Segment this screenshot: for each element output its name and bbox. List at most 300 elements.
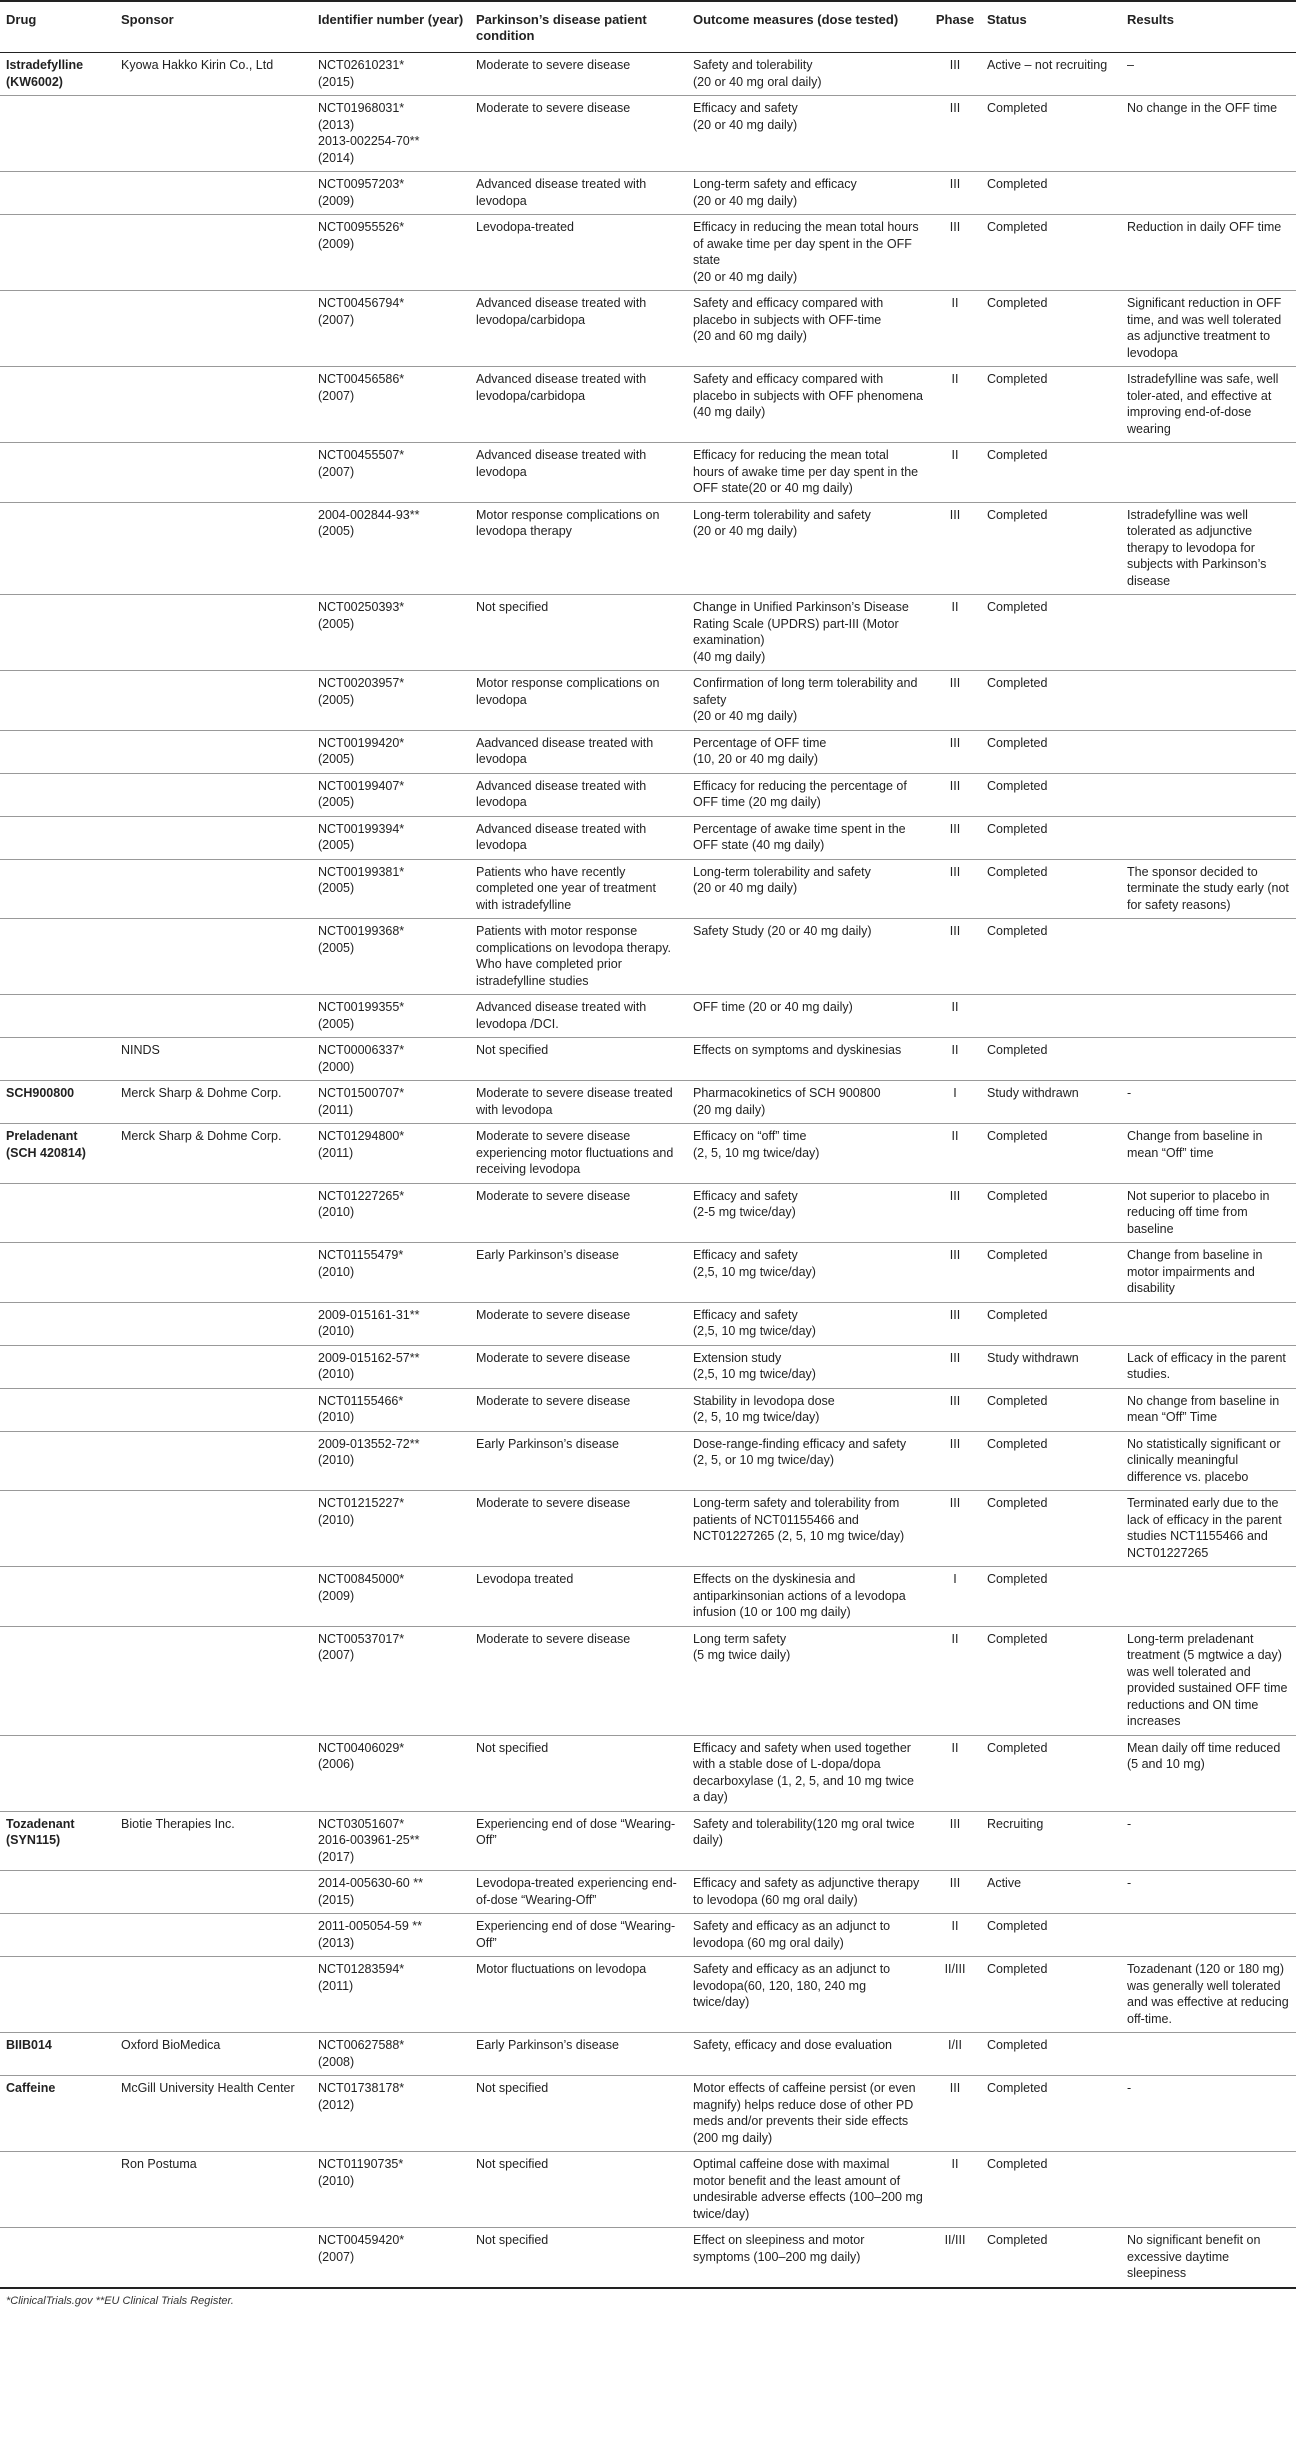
cell-condition-text: Experiencing end of dose “Wearing-Off” [476,1816,676,1847]
cell-outcome [687,443,929,503]
cell-identifier [312,816,470,859]
cell-outcome [687,671,929,731]
cell-identifier [312,1243,470,1303]
cell-results-text: Not superior to placebo in reducing off time from baseline [1127,1188,1270,1236]
cell-phase-text: I [953,1086,957,1100]
cell-condition [470,1735,687,1811]
cell-status-text: Completed [987,296,1048,310]
cell-status-text: Completed [987,2081,1048,2095]
cell-phase-text: III [949,1350,961,1365]
table-row [0,995,1296,1038]
cell-condition [470,671,687,731]
cell-sponsor-text: Biotie Therapies Inc. [121,1816,235,1831]
cell-phase-text: I/II [948,2038,962,2052]
header-sponsor: Sponsor [115,1,312,53]
cell-outcome-text: Long-term tolerability and safety (20 or 40 mg daily) [693,864,871,895]
cell-sponsor [115,919,312,995]
cell-status [981,367,1121,443]
cell-status [981,1914,1121,1957]
cell-identifier-text: NCT00406029* (2006) [318,1740,405,1771]
cell-drug-text: Preladenant (SCH 420814) [6,1129,86,1160]
cell-status-text: Completed [987,177,1048,191]
cell-status-text: Completed [987,2038,1048,2052]
cell-identifier-text: NCT00250393* (2005) [318,600,405,631]
cell-phase-text: III [949,924,961,938]
cell-results [1121,1567,1296,1627]
cell-status-text: Completed [987,2157,1048,2171]
table-row [0,671,1296,731]
cell-sponsor [115,1491,312,1567]
cell-condition [470,995,687,1038]
cell-drug [0,1183,115,1243]
cell-sponsor [115,96,312,172]
cell-results [1121,291,1296,367]
cell-drug [0,1124,115,1184]
cell-results [1121,1345,1296,1388]
cell-identifier [312,1735,470,1811]
cell-status [981,1811,1121,1871]
cell-drug [0,1243,115,1303]
cell-condition [470,1038,687,1081]
cell-phase-text: III [949,1496,961,1510]
cell-sponsor-text: Ron Postuma [121,2157,197,2171]
cell-outcome [687,1388,929,1431]
cell-condition-text: Advanced disease treated with levodopa [476,177,647,208]
cell-outcome [687,919,929,995]
cell-identifier [312,215,470,291]
cell-results-text: Terminated early due to the lack of efficacy in the parent studies NCT1155466 and NCT01227265 [1127,1496,1282,1560]
cell-drug [0,2228,115,2288]
cell-outcome-text: Efficacy and safety (2-5 mg twice/day) [693,1188,798,1219]
cell-results [1121,443,1296,503]
cell-condition-text: Patients with motor response complications on levodopa therapy. Who have completed prior istradefylline studies [476,924,672,988]
cell-identifier [312,2076,470,2152]
cell-phase-text: III [949,1436,961,1451]
cell-outcome-text: Long-term safety and tolerability from patients of NCT01155466 and NCT01227265 (2, 5, 10 mg twice/day) [693,1496,905,1543]
cell-outcome-text: Long term safety (5 mg twice daily) [693,1631,791,1662]
cell-sponsor [115,502,312,595]
cell-outcome [687,2033,929,2076]
cell-phase-text: III [949,676,961,690]
cell-identifier-text: NCT01968031* (2013) 2013-002254-70** (2014) [318,101,420,165]
cell-status [981,1345,1121,1388]
cell-phase [929,2033,981,2076]
cell-phase-text: III [949,778,961,793]
cell-condition [470,53,687,96]
cell-status [981,1302,1121,1345]
cell-identifier [312,1626,470,1735]
cell-status-text: Completed [987,101,1048,115]
cell-condition [470,1957,687,2033]
cell-outcome [687,1038,929,1081]
cell-identifier-text: NCT00537017* (2007) [318,1631,405,1662]
cell-phase [929,773,981,816]
cell-drug-text: Istradefylline (KW6002) [6,58,84,89]
cell-condition-text: Moderate to severe disease [476,1393,631,1408]
cell-phase [929,2228,981,2288]
cell-drug [0,1735,115,1811]
cell-condition-text: Advanced disease treated with levodopa [476,778,647,809]
cell-phase [929,671,981,731]
cell-identifier-text: NCT00455507* (2007) [318,448,405,479]
cell-condition-text: Motor response complications on levodopa therapy [476,507,660,538]
table-body [0,53,1296,2288]
cell-drug [0,367,115,443]
cell-phase-text: III [949,101,961,115]
cell-sponsor [115,172,312,215]
cell-identifier-text: 2009-015161-31** (2010) [318,1307,420,1338]
cell-sponsor [115,1957,312,2033]
cell-drug [0,1038,115,1081]
cell-results-text: - [1127,1086,1132,1100]
cell-sponsor [115,1124,312,1184]
cell-sponsor [115,1431,312,1491]
cell-outcome [687,730,929,773]
cell-identifier [312,291,470,367]
cell-condition [470,595,687,671]
cell-outcome [687,1871,929,1914]
cell-phase [929,1243,981,1303]
table-row [0,2152,1296,2228]
header-outcome: Outcome measures (dose tested) [687,1,929,53]
cell-phase-text: III [949,1876,961,1890]
cell-drug [0,1871,115,1914]
cell-results [1121,816,1296,859]
cell-phase [929,172,981,215]
cell-phase [929,1914,981,1957]
cell-identifier [312,1345,470,1388]
cell-status [981,1626,1121,1735]
cell-results [1121,1038,1296,1081]
cell-outcome [687,1957,929,2033]
cell-condition [470,2152,687,2228]
cell-identifier [312,2152,470,2228]
cell-condition [470,1243,687,1303]
table-row [0,730,1296,773]
cell-outcome [687,1081,929,1124]
cell-results-text: Change from baseline in motor impairments and disability [1127,1248,1263,1295]
cell-status [981,2228,1121,2288]
cell-drug [0,995,115,1038]
cell-condition-text: Levodopa-treated experiencing end-of-dose “Wearing-Off” [476,1876,677,1907]
cell-status-text: Completed [987,1307,1048,1322]
cell-drug [0,2152,115,2228]
cell-condition-text: Motor response complications on levodopa [476,676,660,707]
table-footnote: *ClinicalTrials.gov **EU Clinical Trials Register. [6,2295,234,2307]
cell-outcome-text: Stability in levodopa dose (2, 5, 10 mg twice/day) [693,1393,835,1424]
cell-results [1121,1388,1296,1431]
cell-results [1121,1811,1296,1871]
cell-condition [470,367,687,443]
cell-sponsor [115,215,312,291]
cell-condition [470,2076,687,2152]
table-row [0,595,1296,671]
table-row [0,96,1296,172]
cell-condition-text: Patients who have recently completed one year of treatment with istradefylline [476,864,656,912]
table-row [0,53,1296,96]
cell-phase [929,995,981,1038]
cell-phase [929,919,981,995]
cell-outcome [687,2076,929,2152]
cell-results-text: No significant benefit on excessive daytime sleepiness [1127,2233,1261,2280]
cell-outcome [687,1124,929,1184]
cell-outcome [687,53,929,96]
cell-identifier [312,443,470,503]
cell-status-text: Completed [987,372,1048,386]
cell-results [1121,1431,1296,1491]
cell-outcome-text: Safety and efficacy as an adjunct to levodopa (60 mg oral daily) [693,1919,891,1950]
cell-outcome [687,1491,929,1567]
header-phase: Phase [929,1,981,53]
cell-sponsor [115,1345,312,1388]
cell-drug [0,172,115,215]
cell-results-text: Lack of efficacy in the parent studies. [1127,1350,1286,1381]
cell-status [981,291,1121,367]
table-row [0,1038,1296,1081]
cell-phase [929,2076,981,2152]
cell-phase [929,53,981,96]
cell-sponsor [115,2076,312,2152]
cell-phase [929,1871,981,1914]
cell-identifier-text: NCT00456794* (2007) [318,296,405,327]
cell-outcome-text: Effects on symptoms and dyskinesias [693,1043,902,1057]
cell-outcome [687,816,929,859]
cell-sponsor [115,1914,312,1957]
cell-condition-text: Aadvanced disease treated with levodopa [476,735,654,766]
cell-condition [470,2228,687,2288]
table-header [0,1,1296,53]
cell-phase [929,1567,981,1627]
cell-status-text: Active – not recruiting [987,58,1108,72]
cell-status [981,443,1121,503]
cell-condition [470,730,687,773]
cell-phase-text: III [949,821,961,836]
cell-sponsor [115,367,312,443]
cell-outcome-text: Efficacy and safety (2,5, 10 mg twice/day) [693,1307,816,1338]
cell-status-text: Completed [987,507,1048,522]
cell-phase [929,367,981,443]
cell-results-text: - [1127,1876,1132,1890]
cell-results [1121,2228,1296,2288]
cell-results [1121,1243,1296,1303]
cell-status-text: Completed [987,1631,1048,1646]
cell-outcome-text: Effect on sleepiness and motor symptoms (100–200 mg daily) [693,2233,865,2264]
cell-condition [470,172,687,215]
cell-status-text: Completed [987,924,1048,938]
cell-identifier-text: NCT01294800* (2011) [318,1129,405,1160]
cell-condition [470,1081,687,1124]
cell-status-text: Completed [987,1129,1048,1143]
table-row [0,367,1296,443]
cell-condition [470,502,687,595]
cell-condition [470,215,687,291]
cell-status [981,1957,1121,2033]
cell-outcome-text: Safety and efficacy as an adjunct to levodopa(60, 120, 180, 240 mg twice/day) [693,1962,891,2009]
cell-phase-text: II [951,600,959,614]
cell-results [1121,2076,1296,2152]
cell-phase [929,1038,981,1081]
cell-phase-text: II [951,1740,959,1755]
cell-drug [0,2076,115,2152]
cell-sponsor [115,1302,312,1345]
cell-outcome [687,172,929,215]
cell-status-text: Completed [987,1496,1048,1510]
cell-status-text: Completed [987,1436,1048,1451]
cell-identifier [312,995,470,1038]
cell-identifier [312,859,470,919]
cell-sponsor-text: Merck Sharp & Dohme Corp. [121,1086,282,1100]
cell-phase-text: III [949,1248,961,1262]
cell-results-text: Tozadenant (120 or 180 mg) was generally well tolerated and was effective at reducing off-time. [1127,1962,1289,2026]
cell-outcome [687,2228,929,2288]
cell-status-text: Completed [987,1572,1048,1586]
cell-identifier [312,1081,470,1124]
cell-sponsor [115,859,312,919]
header-status: Status [981,1,1121,53]
table-row [0,816,1296,859]
header-results: Results [1121,1,1296,53]
table-row [0,1345,1296,1388]
cell-sponsor [115,730,312,773]
cell-drug-text: SCH900800 [6,1086,75,1100]
cell-sponsor [115,1183,312,1243]
table-row [0,1811,1296,1871]
cell-phase [929,1431,981,1491]
cell-status-text: Completed [987,676,1048,690]
cell-phase [929,1124,981,1184]
cell-status [981,1081,1121,1124]
cell-status-text: Completed [987,600,1048,614]
cell-condition [470,1183,687,1243]
cell-phase-text: III [949,1188,961,1203]
cell-outcome-text: Efficacy and safety (20 or 40 mg daily) [693,101,798,132]
cell-sponsor [115,1038,312,1081]
cell-results [1121,2033,1296,2076]
cell-status-text: Completed [987,2233,1048,2247]
cell-phase [929,1626,981,1735]
cell-status [981,2152,1121,2228]
cell-condition [470,1345,687,1388]
table-row [0,1388,1296,1431]
cell-drug [0,1302,115,1345]
cell-results [1121,172,1296,215]
cell-condition-text: Moderate to severe disease [476,1350,631,1365]
cell-phase [929,1811,981,1871]
cell-condition-text: Not specified [476,600,549,614]
cell-outcome [687,773,929,816]
cell-condition-text: Moderate to severe disease treated with levodopa [476,1086,673,1117]
cell-identifier-text: NCT00199381* (2005) [318,864,405,895]
cell-outcome-text: Percentage of awake time spent in the OFF state (40 mg daily) [693,821,906,852]
cell-status [981,1183,1121,1243]
table-row [0,215,1296,291]
cell-identifier [312,502,470,595]
cell-phase-text: II [951,1043,959,1057]
cell-phase [929,816,981,859]
cell-results [1121,367,1296,443]
cell-status-text: Completed [987,735,1048,750]
cell-identifier-text: NCT00456586* (2007) [318,372,405,403]
cell-outcome [687,595,929,671]
cell-identifier-text: NCT01500707* (2011) [318,1086,405,1117]
cell-condition-text: Moderate to severe disease [476,58,631,72]
cell-results [1121,671,1296,731]
cell-status-text: Completed [987,864,1048,879]
cell-sponsor [115,995,312,1038]
cell-identifier [312,1491,470,1567]
cell-identifier [312,172,470,215]
cell-status-text: Completed [987,1919,1048,1933]
cell-drug [0,96,115,172]
cell-drug [0,816,115,859]
cell-drug [0,671,115,731]
cell-outcome-text: Safety and efficacy compared with placebo in subjects with OFF phenomena (40 mg daily) [693,372,923,419]
cell-outcome-text: Pharmacokinetics of SCH 900800 (20 mg daily) [693,1086,881,1117]
cell-condition [470,96,687,172]
table-row [0,1491,1296,1567]
cell-condition-text: Moderate to severe disease [476,1188,631,1203]
cell-drug-text: Caffeine [6,2081,56,2095]
cell-outcome-text: Long-term safety and efficacy (20 or 40 mg daily) [693,177,857,208]
cell-phase [929,2152,981,2228]
cell-status [981,2033,1121,2076]
cell-drug [0,1081,115,1124]
cell-condition-text: Experiencing end of dose “Wearing-Off” [476,1919,676,1950]
cell-identifier [312,1914,470,1957]
cell-drug [0,443,115,503]
cell-identifier [312,730,470,773]
table-row [0,859,1296,919]
cell-drug [0,2033,115,2076]
cell-sponsor-text: Kyowa Hakko Kirin Co., Ltd [121,58,274,72]
cell-status [981,1124,1121,1184]
cell-phase [929,1388,981,1431]
cell-condition-text: Moderate to severe disease [476,1496,631,1510]
cell-condition [470,816,687,859]
cell-identifier-text: 2011-005054-59 ** (2013) [318,1919,423,1950]
cell-sponsor [115,1735,312,1811]
cell-phase [929,730,981,773]
cell-identifier-text: NCT01155466* (2010) [318,1393,404,1424]
cell-condition [470,1811,687,1871]
cell-phase-text: II/III [944,2233,966,2247]
cell-drug [0,1388,115,1431]
cell-identifier-text: NCT00199355* (2005) [318,1000,405,1031]
cell-condition-text: Moderate to severe disease experiencing motor fluctuations and receiving levodopa [476,1129,674,1176]
cell-condition-text: Not specified [476,2157,549,2171]
header-row [0,1,1296,53]
cell-identifier-text: NCT00845000* (2009) [318,1572,405,1603]
cell-outcome-text: Long-term tolerability and safety (20 or 40 mg daily) [693,507,871,538]
cell-outcome-text: Efficacy on “off” time (2, 5, 10 mg twice/day) [693,1129,820,1160]
cell-drug [0,1626,115,1735]
cell-phase-text: II [951,1129,959,1143]
cell-identifier [312,671,470,731]
cell-results-text: The sponsor decided to terminate the study early (not for safety reasons) [1127,864,1289,912]
cell-identifier-text: NCT00199368* (2005) [318,924,405,955]
cell-sponsor [115,291,312,367]
cell-condition-text: Not specified [476,1740,549,1755]
cell-results [1121,1124,1296,1184]
cell-outcome [687,96,929,172]
cell-sponsor [115,1567,312,1627]
cell-phase-text: II [951,296,959,310]
cell-drug [0,595,115,671]
cell-status [981,172,1121,215]
cell-condition-text: Moderate to severe disease [476,101,631,115]
cell-drug [0,1431,115,1491]
cell-identifier-text: NCT01155479* (2010) [318,1248,404,1279]
